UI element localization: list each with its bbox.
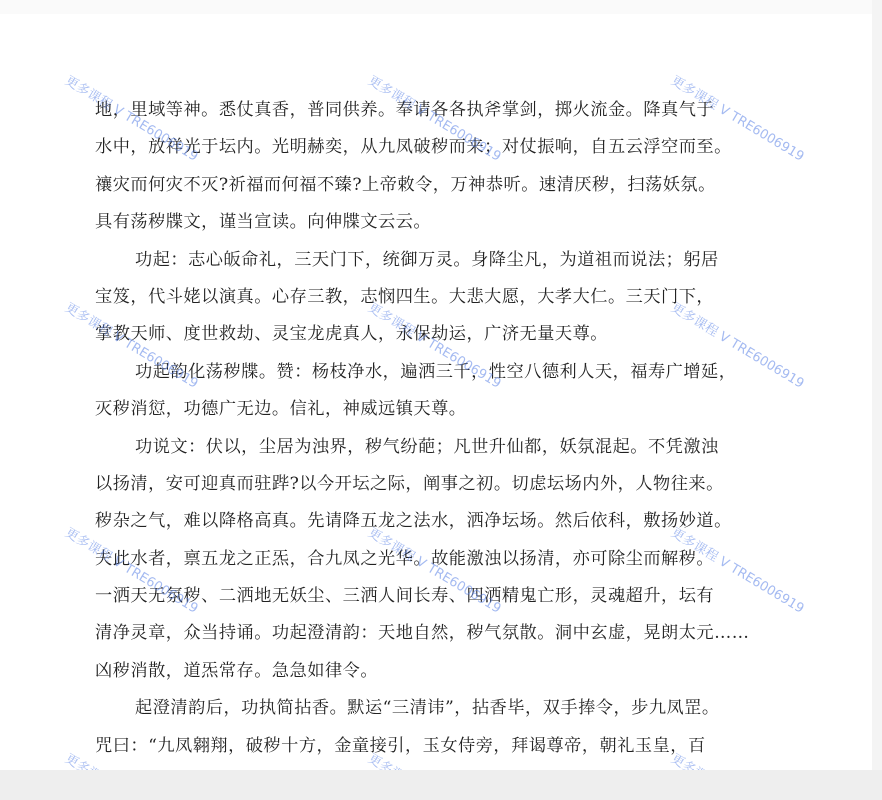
watermark: 更多课程 V TRE6006919 — [365, 525, 504, 617]
watermark: 更多课程 V TRE6006919 — [62, 300, 201, 392]
watermark: 更多课程 V TRE6006919 — [668, 525, 807, 617]
text-line: 具有荡秽牒文，谨当宣读。向伸牒文云云。 — [95, 212, 432, 233]
text-line: 功说文：伏以，尘居为浊界，秽气纷葩；凡世升仙都，妖氛混起。不凭激浊 — [135, 436, 719, 457]
watermark: 更多课程 V TRE6006919 — [365, 73, 504, 165]
text-line: 咒曰：“九凤翱翔，破秽十方，金童接引，玉女侍旁，拜谒尊帝，朝礼玉皇，百 — [95, 735, 706, 756]
top-margin — [0, 0, 882, 14]
text-line: 凶秽消散，道炁常存。急急如律令。 — [95, 660, 379, 681]
bottom-scroll-edge — [0, 770, 882, 800]
watermark: 更多课程 V TRE6006919 — [365, 300, 504, 392]
text-line: 清净灵章，众当持诵。功起澄清韵：天地自然，秽气氛散。洞中玄虚，晃朗太元…… — [95, 623, 750, 644]
text-line: 地，里域等神。悉仗真香，普同供养。奉请各各执斧掌剑，掷火流金。降真气于 — [95, 100, 715, 120]
text-line: 秽杂之气，难以降格高真。先请降五龙之法水，洒净坛场。然后依科，敷扬妙道。 — [95, 511, 732, 532]
text-line: 宝笈，代斗姥以演真。心存三教，志悯四生。大悲大愿，大孝大仁。三天门下， — [95, 286, 715, 307]
watermark: 更多课程 V TRE6006919 — [62, 525, 201, 617]
text-line: 以扬清，安可迎真而驻跸?以今开坛之际，阐事之初。切虑坛场内外，人物往来。 — [95, 473, 724, 494]
text-line: 夫此水者，禀五龙之正炁，合九凤之光华。故能激浊以扬清，亦可除尘而解秽。 — [95, 548, 715, 569]
text-line: 禳灾而何灾不灭?祈福而何福不臻?上帝敕令，万神恭听。速清厌秽，扫荡妖氛。 — [95, 174, 716, 195]
watermark: 更多课程 V TRE6006919 — [668, 73, 807, 165]
text-line: 功起韵化荡秽牒。赞：杨枝净水，遍洒三千，性空八德利人天，福寿广增延， — [135, 361, 737, 382]
text-line: 一洒天无氛秽、二洒地无妖尘、三洒人间长寿、四洒精鬼亡形，灵魂超升，坛有 — [95, 586, 715, 607]
text-line: 灭秽消愆，功德广无边。信礼，神威远镇天尊。 — [95, 399, 467, 420]
page-edge — [872, 0, 882, 800]
text-line: 功起：志心皈命礼，三天门下，统御万灵。身降尘凡，为道祖而说法；躬居 — [135, 249, 719, 270]
watermark: 更多课程 V TRE6006919 — [668, 300, 807, 392]
text-body — [95, 92, 760, 765]
text-line: 水中，放祥光于坛内。光明赫奕，从九凤破秽而来；对仗振响，自五云浮空而至。 — [95, 137, 732, 158]
watermark: 更多课程 V TRE6006919 — [62, 73, 201, 165]
text-line: 掌教天师、度世救劫、灵宝龙虎真人，永保劫运，广济无量天尊。 — [95, 324, 608, 345]
text-line: 起澄清韵后，功执简拈香。默运“三清讳”，拈香毕，双手捧令，步九凤罡。 — [135, 698, 720, 719]
